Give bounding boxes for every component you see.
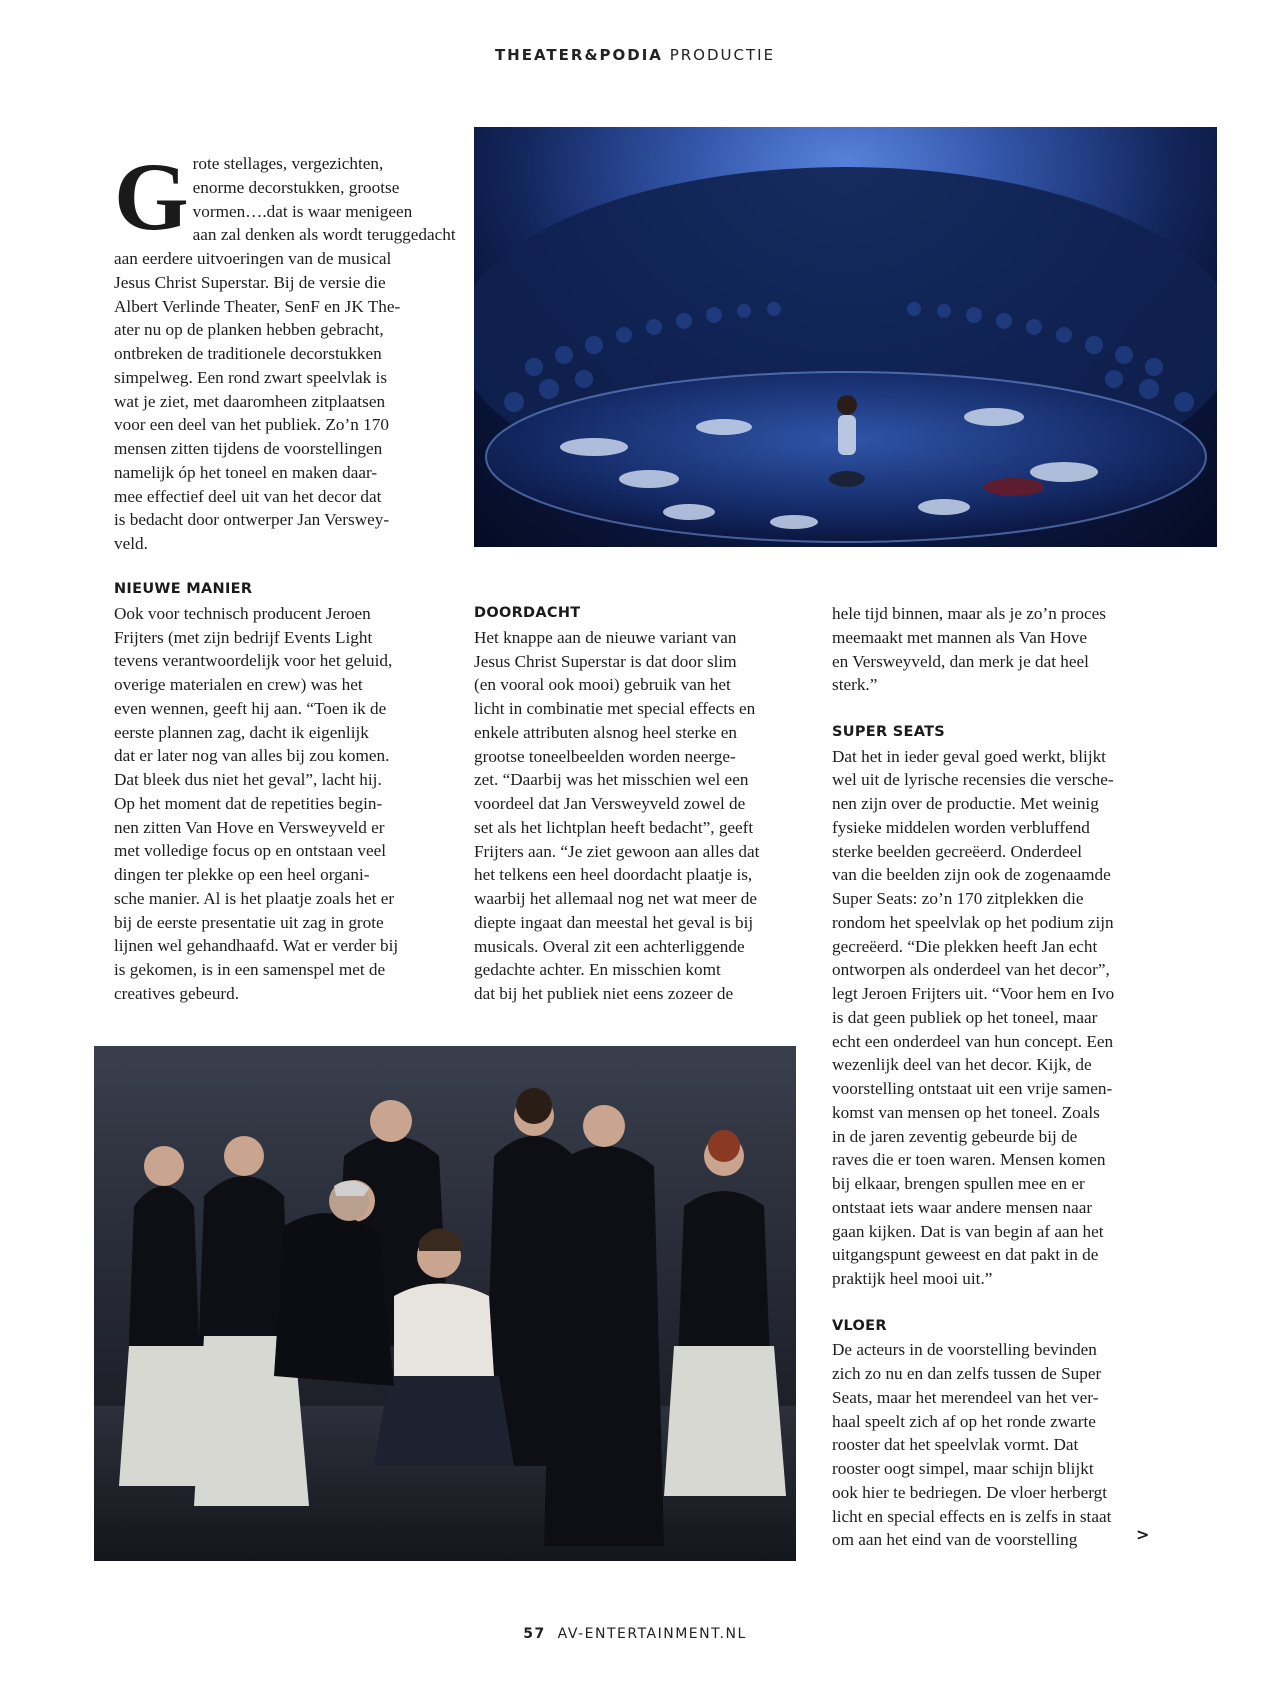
text-line: meemaakt met mannen als Van Hove <box>832 627 1088 647</box>
text-line: De acteurs in de voorstelling bevinden <box>832 1340 1097 1360</box>
text-line: dat er later nog van alles bij zou komen. <box>114 746 390 766</box>
page-number: 57 <box>523 1626 546 1642</box>
text-line: praktijk heel mooi uit.” <box>832 1269 993 1288</box>
text-line: voorstelling ontstaat uit een vrije samen- <box>832 1079 1113 1098</box>
text-line: wezenlijk deel van het decor. Kijk, de <box>832 1055 1092 1075</box>
text-line: aan zal denken als wordt teruggedacht <box>192 225 456 245</box>
text-line: even wennen, geeft hij aan. “Toen ik de <box>114 698 387 718</box>
text-line: nen zijn over de productie. Met weinig <box>832 794 1099 813</box>
text-line: Jesus Christ Superstar. Bij de versie die <box>114 272 386 292</box>
section-heading: VLOER <box>832 1317 887 1334</box>
text-line: rote stellages, vergezichten, <box>192 154 384 173</box>
text-line: tevens verantwoordelijk voor het geluid, <box>114 651 393 671</box>
text-line: Dat het in ieder geval goed werkt, blijkt <box>832 746 1106 766</box>
text-line: namelijk óp het toneel en maken daar- <box>114 462 378 482</box>
text-line: raves die er toen waren. Mensen komen <box>832 1150 1106 1170</box>
text-line: is dat geen publiek op het toneel, maar <box>832 1007 1098 1027</box>
text-line: veld. <box>114 534 148 553</box>
text-line: (en vooral ook mooi) gebruik van het <box>474 675 731 695</box>
text-line: licht en special effects en is zelfs in staat <box>832 1506 1112 1526</box>
text-line: Frijters aan. “Je ziet gewoon aan alles dat <box>474 841 760 861</box>
section-heading: DOORDACHT <box>474 605 581 621</box>
text-line: gecreëerd. “Die plekken heeft Jan echt <box>832 936 1098 956</box>
text-line: voordeel dat Jan Versweyveld zowel de <box>474 794 746 813</box>
text-line: om aan het eind van de voorstelling <box>832 1530 1078 1550</box>
text-line: wel uit de lyrische recensies die versche- <box>832 770 1114 790</box>
page-footer <box>0 1626 1270 1642</box>
text-line: hele tijd binnen, maar als je zo’n proces <box>832 604 1106 623</box>
text-line: eerste plannen zag, dacht ik eigenlijk <box>114 722 369 742</box>
text-line: mee effectief deel uit van het decor dat <box>114 486 382 506</box>
text-line: Het knappe aan de nieuwe variant van <box>474 627 737 647</box>
text-line: zet. “Daarbij was het misschien wel een <box>474 770 749 790</box>
text-line: Ook voor technisch producent Jeroen <box>114 603 371 623</box>
text-line: legt Jeroen Frijters uit. “Voor hem en Ivo <box>832 984 1115 1003</box>
section-heading: NIEUWE MANIER <box>114 581 253 597</box>
text-line: musicals. Overal zit een achterliggende <box>474 936 745 956</box>
stage-photo-illustration <box>474 127 1217 547</box>
text-line: en Versweyveld, dan merk je dat heel <box>832 651 1089 671</box>
text-line: gedachte achter. En misschien komt <box>474 960 721 980</box>
cast-photo <box>94 1046 796 1561</box>
section-heading: SUPER SEATS <box>832 723 946 740</box>
text-line: van die beelden zijn ook de zogenaamde <box>832 865 1111 885</box>
text-line: bij elkaar, brengen spullen mee en er <box>832 1174 1085 1193</box>
text-line: uitgangspunt geweest en dat pakt in de <box>832 1245 1099 1265</box>
text-line: Seats, maar het merendeel van het ver- <box>832 1387 1099 1407</box>
website-url: AV-ENTERTAINMENT.NL <box>557 1626 747 1642</box>
text-line: sterke beelden gecreëerd. Onderdeel <box>832 841 1083 861</box>
text-line: lijnen wel gehandhaafd. Wat er verder bij <box>114 936 399 956</box>
text-line: wat je ziet, met daaromheen zitplaatsen <box>114 391 386 411</box>
drop-cap: G <box>114 143 189 250</box>
magazine-brand: THEATER&PODIA <box>494 46 663 64</box>
running-header <box>0 46 1270 64</box>
text-line: vormen….dat is waar menigeen <box>192 201 413 221</box>
text-line: in de jaren zeventig gebeurde bij de <box>832 1126 1078 1146</box>
text-line: ater nu op de planken hebben gebracht, <box>114 320 384 340</box>
text-line: gaan kijken. Dat is van begin af aan het <box>832 1221 1104 1241</box>
text-line: mensen zitten tijdens de voorstellingen <box>114 439 383 458</box>
text-line: Albert Verlinde Theater, SenF en JK The- <box>114 296 401 316</box>
text-line: Dat bleek dus niet het geval”, lacht hij. <box>114 770 382 789</box>
text-line: fysieke middelen worden verbluffend <box>832 817 1090 837</box>
stage-photo <box>474 127 1217 547</box>
text-line: set als het lichtplan heeft bedacht”, geeft <box>474 817 754 837</box>
text-line: waarbij het allemaal nog net wat meer de <box>474 889 757 908</box>
text-line: rooster dat het speelvlak vormt. Dat <box>832 1435 1079 1455</box>
text-line: dingen ter plekke op een heel organi- <box>114 865 370 884</box>
text-line: Op het moment dat de repetities begin- <box>114 793 383 813</box>
text-line: voor een deel van het publiek. Zo’n 170 <box>114 415 389 435</box>
text-line: echt een onderdeel van hun concept. Een <box>832 1031 1114 1051</box>
text-line: bij de eerste presentatie uit zag in grote <box>114 912 384 932</box>
text-line: creatives gebeurd. <box>114 983 240 1003</box>
text-line: licht in combinatie met special effects en <box>474 699 756 718</box>
cast-photo-illustration <box>94 1046 796 1561</box>
text-line: haal speelt zich af op het ronde zwarte <box>832 1411 1096 1431</box>
text-line: rondom het speelvlak op het podium zijn <box>832 912 1114 932</box>
text-line: sterk.” <box>832 675 878 695</box>
text-line: is bedacht door ontwerper Jan Versweу- <box>114 510 390 530</box>
text-line: Jesus Christ Superstar is dat door slim <box>474 651 737 671</box>
text-line: simpelweg. Een rond zwart speelvlak is <box>114 367 388 387</box>
text-line: rooster oogt simpel, maar schijn blijkt <box>832 1459 1094 1478</box>
intro-text <box>114 143 456 556</box>
text-line: diepte ingaat dan meestal het geval is bij <box>474 912 754 932</box>
text-line: dat bij het publiek niet eens zozeer de <box>474 984 734 1003</box>
section-doordacht <box>474 602 804 1006</box>
text-line: aan eerdere uitvoeringen van de musical <box>114 249 392 268</box>
column-three <box>832 602 1162 1552</box>
text-line: nen zitten Van Hove en Versweyveld er <box>114 817 385 837</box>
section-nieuwe-manier <box>114 578 444 1006</box>
text-line: overige materialen en crew) was het <box>114 675 363 694</box>
text-line: ontstaat iets waar andere mensen naar <box>832 1197 1093 1217</box>
section-label: PRODUCTIE <box>669 46 776 64</box>
text-line: Frijters (met zijn bedrijf Events Light <box>114 627 373 647</box>
text-line: ook hier te bedriegen. De vloer herbergt <box>832 1482 1108 1502</box>
text-line: grootse toneelbeelden worden neerge- <box>474 746 736 766</box>
text-line: het telkens een heel doordacht plaatje is, <box>474 865 753 885</box>
text-line: ontworpen als onderdeel van het decor”, <box>832 960 1110 980</box>
text-line: komst van mensen op het toneel. Zoals <box>832 1102 1100 1122</box>
text-line: enorme decorstukken, grootse <box>192 177 400 197</box>
text-line: enkele attributen alsnog heel sterke en <box>474 722 737 742</box>
text-line: sche manier. Al is het plaatje zoals het er <box>114 888 395 908</box>
text-line: Super Seats: zo’n 170 zitplekken die <box>832 889 1084 908</box>
text-line: is gekomen, is in een samenspel met de <box>114 960 386 979</box>
text-line: met volledige focus op en ontstaan veel <box>114 841 387 861</box>
text-line: zich zo nu en dan zelfs tussen de Super <box>832 1364 1102 1383</box>
continue-arrow-icon: > <box>1136 1525 1150 1544</box>
text-line: ontbreken de traditionele decorstukken <box>114 344 382 363</box>
